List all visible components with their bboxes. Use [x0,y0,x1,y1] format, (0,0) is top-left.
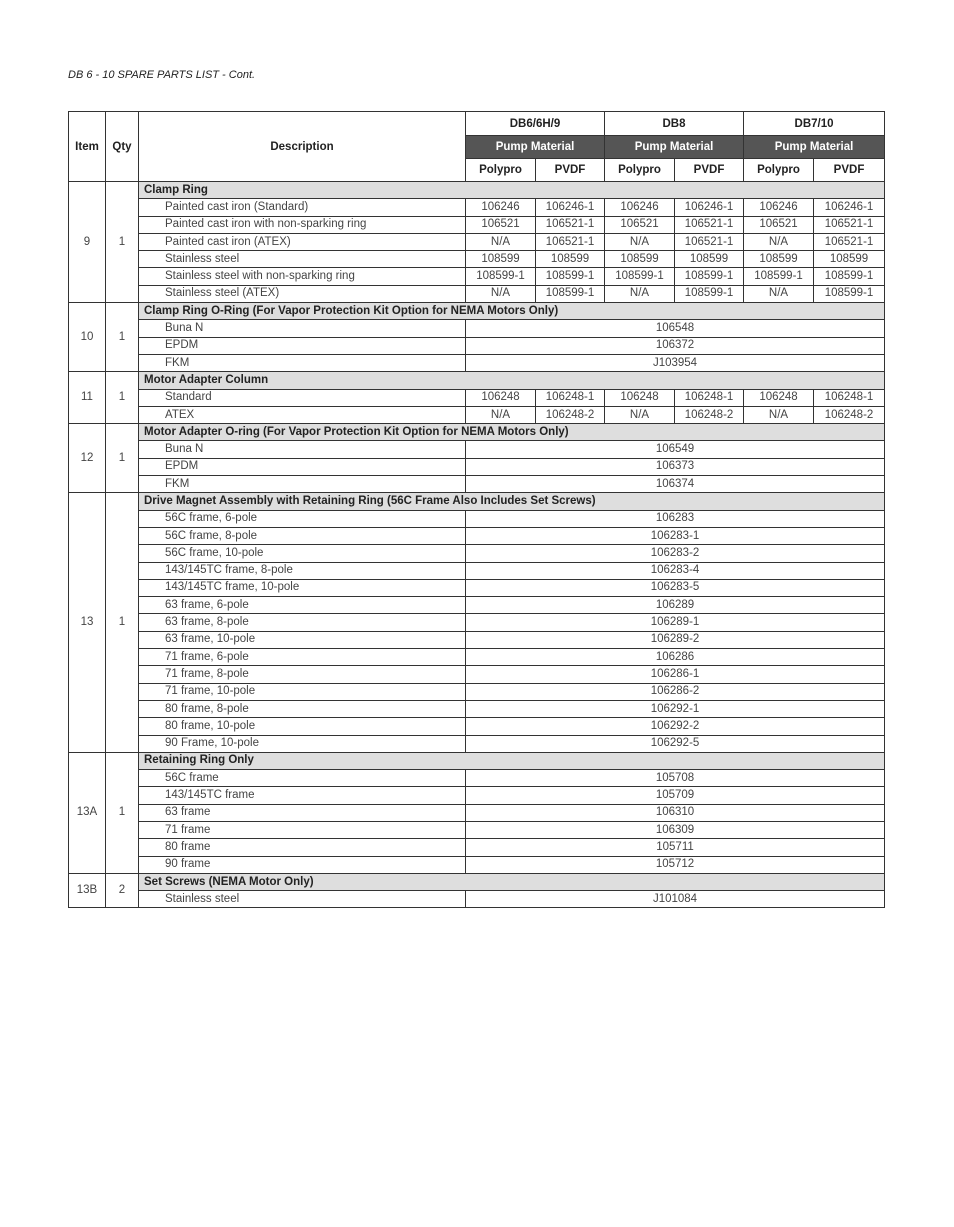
part-number: 108599 [466,251,536,268]
part-number: 108599 [536,251,605,268]
parts-section [69,493,885,752]
part-number: 106372 [466,337,885,354]
header-group-db6: DB6/6H/9 [466,112,605,136]
table-row [69,337,885,354]
parts-section [69,303,885,372]
table-row [69,476,885,493]
part-description: 80 frame, 8-pole [139,700,466,717]
part-number: 106549 [466,441,885,458]
part-number: 108599-1 [536,285,605,302]
part-description: Painted cast iron (ATEX) [139,233,466,250]
part-number: 105709 [466,787,885,804]
part-description: Buna N [139,441,466,458]
part-description: 143/145TC frame, 10-pole [139,579,466,596]
category-label: Drive Magnet Assembly with Retaining Ring (56C Frame Also Includes Set Screws) [139,493,885,510]
part-number: N/A [744,406,814,423]
table-row [69,614,885,631]
part-number: 108599-1 [814,285,885,302]
table-row [69,268,885,285]
part-number: 106521-1 [675,216,744,233]
part-number: 106248-1 [814,389,885,406]
part-number: 108599-1 [744,268,814,285]
table-row [69,441,885,458]
category-row [69,493,885,510]
item-qty: 1 [106,182,139,303]
part-number: 106521-1 [814,233,885,250]
spare-parts-table [68,111,885,908]
part-number: 106373 [466,458,885,475]
part-description: 71 frame [139,821,466,838]
header-polypro: Polypro [466,159,536,182]
table-row [69,804,885,821]
part-number: 106374 [466,476,885,493]
part-number: 106286 [466,649,885,666]
part-description: Painted cast iron (Standard) [139,199,466,216]
part-number: 106283-4 [466,562,885,579]
part-description: 63 frame, 6-pole [139,597,466,614]
category-label: Motor Adapter Column [139,372,885,389]
table-row [69,216,885,233]
part-description: FKM [139,354,466,371]
part-description: ATEX [139,406,466,423]
part-number: 106286-1 [466,666,885,683]
part-number: 106283-2 [466,545,885,562]
part-number: 108599 [605,251,675,268]
part-number: 106246 [744,199,814,216]
header-polypro: Polypro [744,159,814,182]
part-description: Standard [139,389,466,406]
part-description: Stainless steel (ATEX) [139,285,466,302]
header-qty: Qty [106,112,139,182]
item-number: 13 [69,493,106,752]
part-number: 106248-1 [675,389,744,406]
part-description: 71 frame, 8-pole [139,666,466,683]
part-description: 90 frame [139,856,466,873]
header-polypro: Polypro [605,159,675,182]
part-number: 106246 [605,199,675,216]
part-description: 63 frame, 8-pole [139,614,466,631]
parts-section [69,424,885,493]
part-number: N/A [466,285,536,302]
header-pvdf: PVDF [675,159,744,182]
part-number: 106521 [605,216,675,233]
part-description: 80 frame, 10-pole [139,718,466,735]
table-row [69,718,885,735]
header-group-db8: DB8 [605,112,744,136]
part-number: 106548 [466,320,885,337]
table-row [69,649,885,666]
table-row [69,545,885,562]
category-row [69,873,885,890]
part-description: Buna N [139,320,466,337]
category-label: Motor Adapter O-ring (For Vapor Protection Kit Option for NEMA Motors Only) [139,424,885,441]
header-description: Description [139,112,466,182]
part-description: Stainless steel [139,891,466,908]
part-number: 108599-1 [675,285,744,302]
part-description: 63 frame, 10-pole [139,631,466,648]
part-number: 106310 [466,804,885,821]
part-number: 106309 [466,821,885,838]
item-qty: 1 [106,424,139,493]
part-number: 108599 [744,251,814,268]
table-row [69,579,885,596]
part-description: 90 Frame, 10-pole [139,735,466,752]
header-pvdf: PVDF [814,159,885,182]
part-number: J101084 [466,891,885,908]
table-row [69,406,885,423]
part-number: 108599 [814,251,885,268]
table-row [69,199,885,216]
part-number: 106521 [466,216,536,233]
part-description: 71 frame, 10-pole [139,683,466,700]
part-description: 56C frame [139,770,466,787]
part-number: N/A [466,233,536,250]
part-number: 106521-1 [675,233,744,250]
part-number: 106289 [466,597,885,614]
part-number: 106248 [605,389,675,406]
category-row [69,424,885,441]
part-number: 108599-1 [605,268,675,285]
item-qty: 1 [106,372,139,424]
item-number: 11 [69,372,106,424]
part-number: 108599-1 [466,268,536,285]
table-row [69,683,885,700]
part-number: 108599-1 [536,268,605,285]
part-number: 106246-1 [536,199,605,216]
category-label: Clamp Ring [139,182,885,199]
table-row [69,631,885,648]
part-number: N/A [605,285,675,302]
part-description: FKM [139,476,466,493]
parts-section [69,182,885,303]
parts-section [69,752,885,873]
category-row [69,372,885,389]
table-row [69,666,885,683]
part-description: Stainless steel [139,251,466,268]
table-row [69,891,885,908]
part-number: 106248-1 [536,389,605,406]
part-description: 71 frame, 6-pole [139,649,466,666]
table-row [69,458,885,475]
table-row [69,856,885,873]
part-number: 108599-1 [675,268,744,285]
part-number: 106286-2 [466,683,885,700]
item-number: 10 [69,303,106,372]
header-pvdf: PVDF [536,159,605,182]
table-row [69,354,885,371]
part-number: 106289-1 [466,614,885,631]
part-number: 106248-2 [675,406,744,423]
part-number: 106283-5 [466,579,885,596]
table-row [69,597,885,614]
part-number: 106246-1 [814,199,885,216]
table-row [69,389,885,406]
part-description: Stainless steel with non-sparking ring [139,268,466,285]
table-row [69,770,885,787]
header-pump-material: Pump Material [605,136,744,159]
part-description: EPDM [139,337,466,354]
part-description: Painted cast iron with non-sparking ring [139,216,466,233]
category-row [69,752,885,769]
category-row [69,182,885,199]
part-number: 106248-2 [536,406,605,423]
item-qty: 1 [106,303,139,372]
part-number: 106521-1 [536,216,605,233]
category-label: Retaining Ring Only [139,752,885,769]
header-pump-material: Pump Material [744,136,885,159]
part-number: N/A [466,406,536,423]
part-number: 106521-1 [814,216,885,233]
table-row [69,285,885,302]
parts-section [69,372,885,424]
category-row [69,303,885,320]
part-number: N/A [605,233,675,250]
part-number: 105708 [466,770,885,787]
part-description: EPDM [139,458,466,475]
part-number: 106521-1 [536,233,605,250]
item-qty: 1 [106,493,139,752]
table-row [69,527,885,544]
part-number: 106292-1 [466,700,885,717]
item-qty: 2 [106,873,139,908]
item-qty: 1 [106,752,139,873]
item-number: 9 [69,182,106,303]
part-description: 143/145TC frame, 8-pole [139,562,466,579]
part-number: 106292-2 [466,718,885,735]
part-number: 106248 [466,389,536,406]
table-row [69,320,885,337]
table-row [69,821,885,838]
part-number: 106248 [744,389,814,406]
header-group-db7: DB7/10 [744,112,885,136]
part-number: 106283-1 [466,527,885,544]
part-number: N/A [744,233,814,250]
part-number: 106248-2 [814,406,885,423]
part-description: 63 frame [139,804,466,821]
part-description: 80 frame [139,839,466,856]
part-number: 106292-5 [466,735,885,752]
item-number: 13B [69,873,106,908]
table-row [69,787,885,804]
part-number: 108599-1 [814,268,885,285]
table-row [69,700,885,717]
part-description: 56C frame, 6-pole [139,510,466,527]
category-label: Set Screws (NEMA Motor Only) [139,873,885,890]
part-description: 56C frame, 8-pole [139,527,466,544]
part-description: 143/145TC frame [139,787,466,804]
part-number: N/A [744,285,814,302]
table-row [69,735,885,752]
page-title: DB 6 - 10 SPARE PARTS LIST - Cont. [68,69,256,81]
table-row [69,562,885,579]
header-item: Item [69,112,106,182]
part-number: 105712 [466,856,885,873]
table-row [69,839,885,856]
header-pump-material: Pump Material [466,136,605,159]
table-row [69,251,885,268]
parts-section [69,873,885,908]
part-number: N/A [605,406,675,423]
table-row [69,233,885,250]
part-number: 106289-2 [466,631,885,648]
part-number: 106246-1 [675,199,744,216]
part-description: 56C frame, 10-pole [139,545,466,562]
table-header [69,112,885,182]
item-number: 13A [69,752,106,873]
part-number: 108599 [675,251,744,268]
part-number: 105711 [466,839,885,856]
part-number: 106246 [466,199,536,216]
table-row [69,510,885,527]
item-number: 12 [69,424,106,493]
part-number: 106283 [466,510,885,527]
category-label: Clamp Ring O-Ring (For Vapor Protection Kit Option for NEMA Motors Only) [139,303,885,320]
part-number: 106521 [744,216,814,233]
part-number: J103954 [466,354,885,371]
